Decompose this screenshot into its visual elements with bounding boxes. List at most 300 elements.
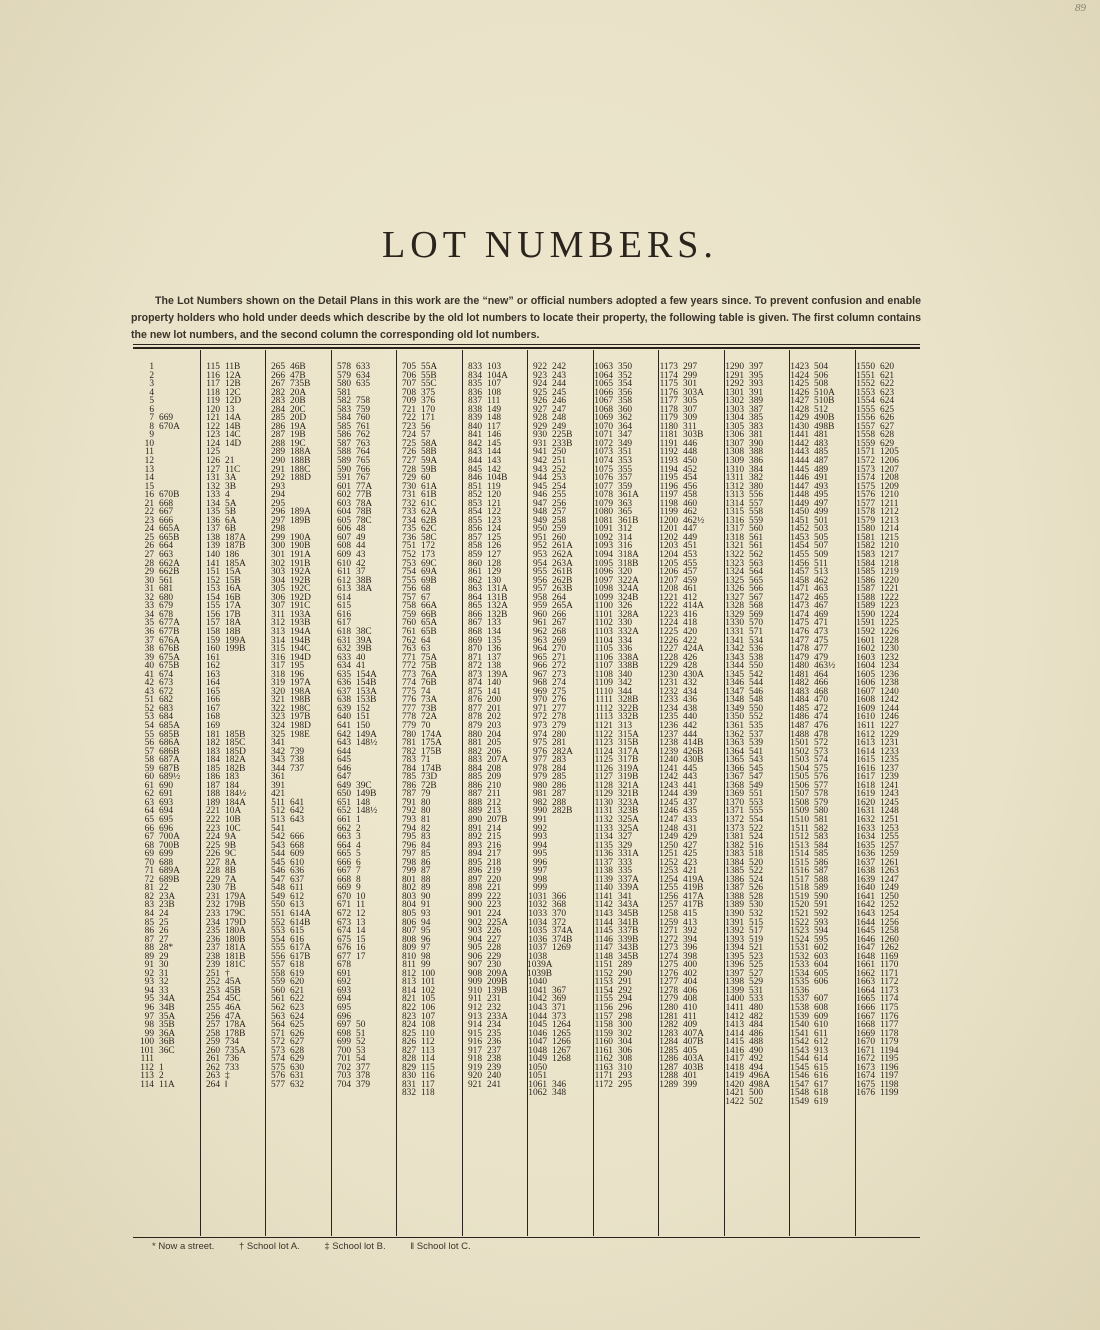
old-lot-number: 378	[356, 1071, 371, 1082]
old-lot-number: 96	[421, 934, 431, 945]
old-lot-number: 554	[749, 814, 764, 825]
old-lot-number: 75A	[421, 652, 438, 663]
new-lot-number: 662	[336, 823, 351, 834]
old-lot-number: 613	[290, 900, 305, 911]
old-lot-number: 19B	[290, 430, 306, 441]
old-lot-number: 623	[290, 1003, 305, 1014]
old-lot-number: 337A	[618, 874, 639, 885]
old-lot-number: 179D	[225, 917, 246, 928]
old-lot-number: 19A	[290, 421, 307, 432]
old-lot-number: 415	[683, 909, 698, 919]
new-lot-number: 581	[336, 387, 351, 398]
old-lot-number: 1235	[880, 755, 899, 766]
old-lot-number: 576	[814, 772, 829, 783]
old-lot-number: 288	[552, 797, 567, 808]
new-lot-number: 131	[205, 473, 220, 484]
new-lot-number: 551	[270, 909, 285, 919]
old-lot-number: 684	[159, 712, 174, 723]
new-lot-number: 1079	[594, 498, 613, 509]
new-lot-number: 959	[532, 601, 547, 612]
new-lot-number: 1424	[790, 370, 809, 381]
old-lot-number: 484	[749, 1020, 764, 1031]
old-lot-number: 354	[618, 379, 633, 390]
old-lot-number: 528	[749, 891, 764, 902]
old-lot-number: 517	[749, 926, 764, 937]
old-lot-number: 433	[683, 814, 698, 825]
new-lot-number: 774	[401, 678, 416, 689]
old-lot-number: 87	[421, 866, 431, 877]
new-lot-number: 1197	[659, 490, 678, 501]
new-lot-number: 132	[205, 481, 220, 492]
new-lot-number: 830	[401, 1071, 416, 1082]
old-lot-number: 60	[421, 473, 431, 484]
page-number: 89	[1075, 2, 1086, 14]
new-lot-number: 1080	[594, 507, 613, 518]
new-lot-number: 644	[336, 746, 351, 757]
new-lot-number: 1632	[856, 814, 875, 825]
old-lot-number: 192C	[290, 584, 311, 595]
new-lot-number: 1346	[725, 678, 744, 689]
old-lot-number: 764	[356, 447, 371, 458]
new-lot-number: 233	[205, 909, 220, 919]
new-lot-number: 70	[144, 857, 154, 868]
old-lot-number: 527	[749, 968, 764, 979]
new-lot-number: 952	[532, 541, 547, 552]
new-lot-number: 28	[144, 558, 154, 569]
new-lot-number: 791	[401, 797, 416, 808]
old-lot-number: 494	[749, 1062, 764, 1073]
new-lot-number: 282	[270, 387, 285, 398]
new-lot-number: 1483	[790, 686, 809, 697]
old-lot-number: 449	[683, 532, 698, 543]
old-lot-number: 260	[552, 532, 567, 543]
old-lot-number: 239	[487, 1062, 502, 1073]
new-lot-number: 886	[467, 780, 482, 791]
old-lot-number: 9B	[225, 840, 236, 851]
old-lot-column	[225, 363, 264, 1089]
new-lot-number: 1091	[594, 524, 613, 535]
old-lot-number: 271	[552, 652, 567, 663]
new-lot-number: 118	[206, 387, 220, 398]
new-lot-number: 852	[467, 490, 482, 501]
new-lot-number: 1121	[594, 720, 613, 731]
new-lot-number: 1093	[594, 541, 613, 552]
old-lot-number: ‡	[225, 1071, 230, 1082]
old-lot-number: 561	[159, 575, 174, 586]
old-lot-number: 545	[749, 763, 764, 774]
old-lot-number: 61C	[421, 498, 437, 509]
old-lot-number: 6B	[225, 524, 236, 535]
new-lot-number: 1450	[790, 507, 809, 518]
old-lot-number: 181A	[225, 943, 246, 954]
old-lot-number: 12	[356, 909, 366, 919]
new-lot-number: 305	[270, 584, 285, 595]
new-lot-number: 1103	[594, 626, 613, 637]
new-lot-number: 974	[532, 729, 547, 740]
new-lot-number: 1484	[790, 695, 809, 706]
old-lot-number: 361A	[618, 490, 639, 501]
new-lot-number: 181	[205, 729, 220, 740]
new-lot-number: 907	[467, 960, 482, 971]
new-lot-number: 163	[205, 669, 220, 680]
old-lot-number: 675A	[159, 652, 180, 663]
old-lot-number: 216	[487, 840, 502, 851]
old-lot-number: 290	[618, 968, 633, 979]
new-lot-number: 845	[467, 464, 482, 475]
new-lot-number: 318	[270, 669, 285, 680]
old-lot-number: 515	[749, 917, 764, 928]
old-lot-number: 407B	[683, 1037, 704, 1048]
old-lot-number: 617A	[290, 943, 311, 954]
new-lot-number: 297	[270, 515, 285, 526]
old-lot-number: 190A	[290, 532, 311, 543]
new-lot-number: 38	[144, 644, 154, 655]
old-lot-number	[225, 662, 264, 671]
new-lot-number: 284	[270, 404, 285, 415]
old-lot-number: 29	[159, 951, 169, 962]
new-lot-number: 30	[144, 575, 154, 586]
old-lot-number: 445	[683, 763, 698, 774]
old-lot-number: 149B	[356, 789, 377, 800]
new-lot-number: 1343	[725, 652, 744, 663]
old-lot-number: 313	[618, 720, 633, 731]
old-lot-number: 1198	[880, 1079, 899, 1090]
new-lot-number: 1347	[725, 686, 744, 697]
new-lot-number: 1608	[856, 695, 875, 706]
new-lot-number: 863	[467, 584, 482, 595]
new-lot-number: 1543	[790, 1045, 809, 1056]
new-lot-number: 1531	[790, 943, 809, 954]
old-lot-number: 448	[683, 447, 698, 458]
new-lot-number: 317	[270, 661, 285, 672]
new-lot-number: 298	[270, 524, 285, 535]
old-lot-number: 180A	[225, 926, 246, 937]
old-lot-number: 274	[552, 678, 567, 689]
new-lot-number: 1307	[725, 438, 744, 449]
new-lot-number: 1172	[594, 1079, 613, 1090]
old-lot-number: 12D	[225, 396, 242, 407]
old-lot-number: 59A	[421, 456, 438, 467]
new-lot-number: 1191	[659, 438, 678, 449]
new-lot-number: 588	[336, 447, 351, 458]
new-lot-number: 1585	[856, 567, 875, 578]
old-lot-number: 323A	[618, 797, 639, 808]
new-lot-number: 22	[144, 507, 154, 518]
new-lot-number: 1421	[725, 1088, 744, 1099]
new-lot-number: 1456	[790, 558, 809, 569]
new-lot-number: 882	[467, 746, 482, 757]
new-lot-number: 83	[144, 900, 154, 911]
new-lot-number: 889	[467, 806, 482, 817]
old-lot-number: 767	[356, 473, 371, 484]
new-lot-number: 814	[401, 985, 416, 996]
new-lot-number: 1673	[856, 1062, 875, 1073]
old-lot-number: 186	[225, 550, 240, 561]
new-lot-number: 1039A	[527, 960, 553, 971]
new-lot-number: 228	[205, 866, 220, 877]
old-lot-number: 411	[683, 1011, 697, 1022]
old-lot-number: 212	[487, 797, 502, 808]
old-lot-number: 374A	[552, 926, 573, 937]
old-lot-number: 130	[487, 575, 502, 586]
old-lot-number: 1196	[880, 1062, 899, 1073]
new-lot-number: 560	[270, 985, 285, 996]
new-lot-number: 1448	[790, 490, 809, 501]
new-lot-number: 1514	[790, 849, 809, 860]
new-lot-number: 1171	[594, 1071, 613, 1082]
old-lot-number: 1210	[880, 490, 899, 501]
old-lot-number: 58C	[421, 532, 437, 543]
new-lot-number: 259	[205, 1037, 220, 1048]
old-lot-number: 332A	[618, 626, 639, 637]
old-lot-number: 1269	[552, 943, 571, 954]
new-lot-number: 225	[205, 840, 220, 851]
new-lot-number: 7	[149, 413, 154, 424]
old-lot-number: 612	[290, 891, 305, 902]
new-lot-number: 1137	[594, 857, 613, 868]
old-lot-number: 188A	[290, 447, 311, 458]
old-lot-number: 572	[814, 738, 829, 749]
new-lot-number: 554	[270, 934, 285, 945]
old-lot-number: 240	[487, 1071, 502, 1082]
old-lot-number: 586	[814, 857, 829, 868]
new-lot-number: 1175	[659, 379, 678, 390]
new-lot-number: 1240	[659, 755, 678, 766]
new-lot-number: 304	[270, 575, 285, 586]
new-lot-number: 724	[401, 430, 416, 441]
old-lot-number: 175A	[421, 738, 442, 749]
old-lot-number: 178B	[225, 1028, 246, 1039]
new-lot-number: 1373	[725, 823, 744, 834]
old-lot-number: 735A	[225, 1045, 246, 1056]
old-lot-number: 477	[814, 644, 829, 655]
new-lot-number: 1611	[856, 720, 875, 731]
new-lot-number: 956	[532, 575, 547, 586]
old-lot-number: 481	[814, 430, 829, 441]
new-lot-number: 635	[336, 669, 351, 680]
old-lot-number: 408	[683, 994, 698, 1005]
new-lot-number: 976	[532, 746, 547, 757]
old-lot-number	[159, 397, 198, 406]
new-lot-number: 1154	[594, 985, 613, 996]
new-lot-number: 1229	[659, 661, 678, 672]
new-lot-number: 37	[144, 635, 154, 646]
new-lot-number: 979	[532, 772, 547, 783]
old-lot-number: 478	[814, 729, 829, 740]
old-lot-number: 175B	[421, 746, 442, 757]
old-lot-number: 90	[421, 891, 431, 902]
old-lot-number: 410	[683, 1003, 698, 1014]
new-lot-number: 1425	[790, 379, 809, 390]
new-lot-number: 1078	[594, 490, 613, 501]
table-bottom-rule	[133, 1237, 920, 1238]
old-lot-number: 82	[421, 823, 431, 834]
new-lot-number: 1586	[856, 575, 875, 586]
old-lot-number: 24	[159, 909, 169, 919]
new-lot-number: 1671	[856, 1045, 875, 1056]
old-lot-number: 464	[814, 669, 829, 680]
new-lot-number: 1	[149, 362, 154, 372]
new-lot-number: 1102	[594, 618, 613, 629]
old-lot-number: 602	[814, 943, 829, 954]
old-lot-number: 30	[159, 960, 169, 971]
old-lot-number: 310	[618, 1062, 633, 1073]
old-lot-number: 582	[814, 823, 829, 834]
old-lot-number: 20D	[290, 413, 307, 424]
new-lot-number: 1602	[856, 644, 875, 655]
new-lot-number: 994	[532, 840, 547, 851]
old-lot-number: 6A	[225, 515, 237, 526]
old-lot-number: 8	[356, 874, 361, 885]
new-lot-number: 606	[336, 524, 351, 535]
old-lot-number: 604	[814, 960, 829, 971]
old-lot-number: 196	[290, 669, 305, 680]
new-lot-number: 1522	[790, 917, 809, 928]
new-lot-number: 702	[336, 1062, 351, 1073]
old-lot-number: 393	[749, 379, 764, 390]
old-lot-column	[356, 363, 395, 1089]
old-lot-number: 578	[814, 789, 829, 800]
old-lot-number: 185D	[225, 746, 246, 757]
new-lot-number: 665	[336, 849, 351, 860]
new-lot-number: 251	[205, 968, 220, 979]
new-lot-number: 542	[270, 832, 285, 843]
old-lot-number: 371	[552, 1003, 567, 1014]
new-lot-number: 1396	[725, 960, 744, 971]
new-lot-number: 890	[467, 814, 482, 825]
old-lot-number: 363	[618, 498, 633, 509]
new-lot-number: 756	[401, 584, 416, 595]
new-lot-number: 188	[205, 789, 220, 800]
old-lot-number: 5B	[225, 507, 236, 518]
new-lot-number: 783	[401, 755, 416, 766]
old-lot-number: 89	[421, 883, 431, 894]
old-lot-number: 391	[749, 387, 764, 398]
new-lot-number: 513	[270, 814, 285, 825]
new-lot-number: 646	[336, 763, 351, 774]
new-lot-number: 1417	[725, 1054, 744, 1065]
new-lot-number: 1207	[659, 575, 678, 586]
new-lot-number: 707	[401, 379, 416, 390]
old-lot-number: 417B	[683, 900, 704, 911]
new-lot-number: 572	[270, 1037, 285, 1048]
old-lot-number: 124	[487, 524, 502, 535]
old-lot-number: 480	[749, 1003, 764, 1014]
new-lot-number: 887	[467, 789, 482, 800]
old-lot-number: 139B	[487, 985, 508, 996]
new-lot-number: 26	[144, 541, 154, 552]
new-lot-number: 1344	[725, 661, 744, 672]
new-lot-number: 1400	[725, 994, 744, 1005]
new-lot-number: 1430	[790, 421, 809, 432]
old-lot-number: 316	[618, 541, 633, 552]
old-lot-number: 457	[683, 567, 698, 578]
old-lot-number: 349	[618, 438, 633, 449]
old-lot-number: 291	[618, 977, 633, 988]
new-lot-number: 885	[467, 772, 482, 783]
new-lot-number: 802	[401, 883, 416, 894]
new-lot-number: 89	[144, 951, 154, 962]
new-lot-number: 915	[467, 1028, 482, 1039]
new-lot-number: 1302	[725, 396, 744, 407]
intro-paragraph: The Lot Numbers shown on the Detail Plans in this work are the “new” or official numbers adopted a few years since. To prevent confusion and enable property holders who hold under deeds which describe by the old lot numbers to locate their property, the following table is given. The first column contains the new lot numbers, and the second column the corresponding old lot numbers.	[131, 294, 921, 341]
new-lot-number: 798	[401, 857, 416, 868]
new-lot-number: 264	[205, 1079, 220, 1090]
old-lot-number	[159, 363, 198, 372]
new-lot-number: 917	[467, 1045, 482, 1056]
new-lot-number: 302	[270, 558, 285, 569]
old-lot-number: 16	[356, 943, 366, 954]
old-lot-number: 614	[814, 1054, 829, 1065]
new-lot-number: 52	[144, 703, 154, 714]
old-lot-number: 128	[487, 558, 502, 569]
new-lot-number: 953	[532, 550, 547, 561]
old-lot-number	[159, 440, 198, 449]
new-lot-number: 996	[532, 857, 547, 868]
new-lot-number: 926	[532, 396, 547, 407]
old-lot-number: 140	[487, 678, 502, 689]
old-lot-number: 423	[683, 857, 698, 868]
old-lot-number: 696	[159, 823, 174, 834]
old-lot-number: 451	[683, 541, 698, 552]
new-lot-number: 267	[270, 379, 285, 390]
new-lot-number: 642	[336, 729, 351, 740]
new-lot-number: 1381	[725, 832, 744, 843]
old-lot-number: 120	[487, 490, 502, 501]
old-lot-number: 414B	[683, 738, 704, 749]
old-lot-number: 50	[356, 1020, 366, 1031]
new-lot-number: 1203	[659, 541, 678, 552]
old-lot-number: 487	[814, 456, 829, 467]
new-lot-number: 695	[336, 1003, 351, 1014]
new-lot-number: 754	[401, 567, 416, 578]
new-lot-number: 1341	[725, 635, 744, 646]
old-lot-number: 668	[290, 840, 305, 851]
new-lot-number: 312	[270, 618, 285, 629]
new-lot-number: 137	[205, 524, 220, 535]
old-lot-number: 738	[290, 755, 305, 766]
new-lot-number: 161	[205, 652, 220, 663]
new-lot-number: 1614	[856, 746, 875, 757]
new-lot-number: 1348	[725, 695, 744, 706]
new-lot-number: 950	[532, 524, 547, 535]
old-lot-number: 336	[618, 644, 633, 655]
new-lot-number: 801	[401, 874, 416, 885]
old-lot-number: 492	[749, 1054, 764, 1065]
new-lot-number: 1540	[790, 1020, 809, 1031]
old-lot-number: 134	[487, 626, 502, 637]
new-lot-number: 1365	[725, 755, 744, 766]
new-lot-number: 12	[144, 456, 154, 467]
old-lot-number: 174A	[421, 729, 442, 740]
new-lot-number: 760	[401, 618, 416, 629]
new-lot-number: 732	[401, 498, 416, 509]
new-lot-number: 808	[401, 934, 416, 945]
new-lot-number: 1254	[659, 874, 678, 885]
new-lot-number: 898	[467, 883, 482, 894]
old-lot-number: 185C	[225, 738, 246, 749]
new-lot-number: 674	[336, 926, 351, 937]
old-lot-number: 1236	[880, 669, 899, 680]
old-lot-number: 418	[683, 618, 698, 629]
old-lot-number: 565	[749, 575, 764, 586]
old-lot-number: 20B	[290, 396, 306, 407]
old-lot-number: 51	[356, 1028, 366, 1039]
new-lot-number: 1130	[594, 797, 613, 808]
old-lot-number: 338A	[618, 652, 639, 663]
old-lot-number: 549	[749, 780, 764, 791]
new-lot-number: 864	[467, 592, 482, 603]
